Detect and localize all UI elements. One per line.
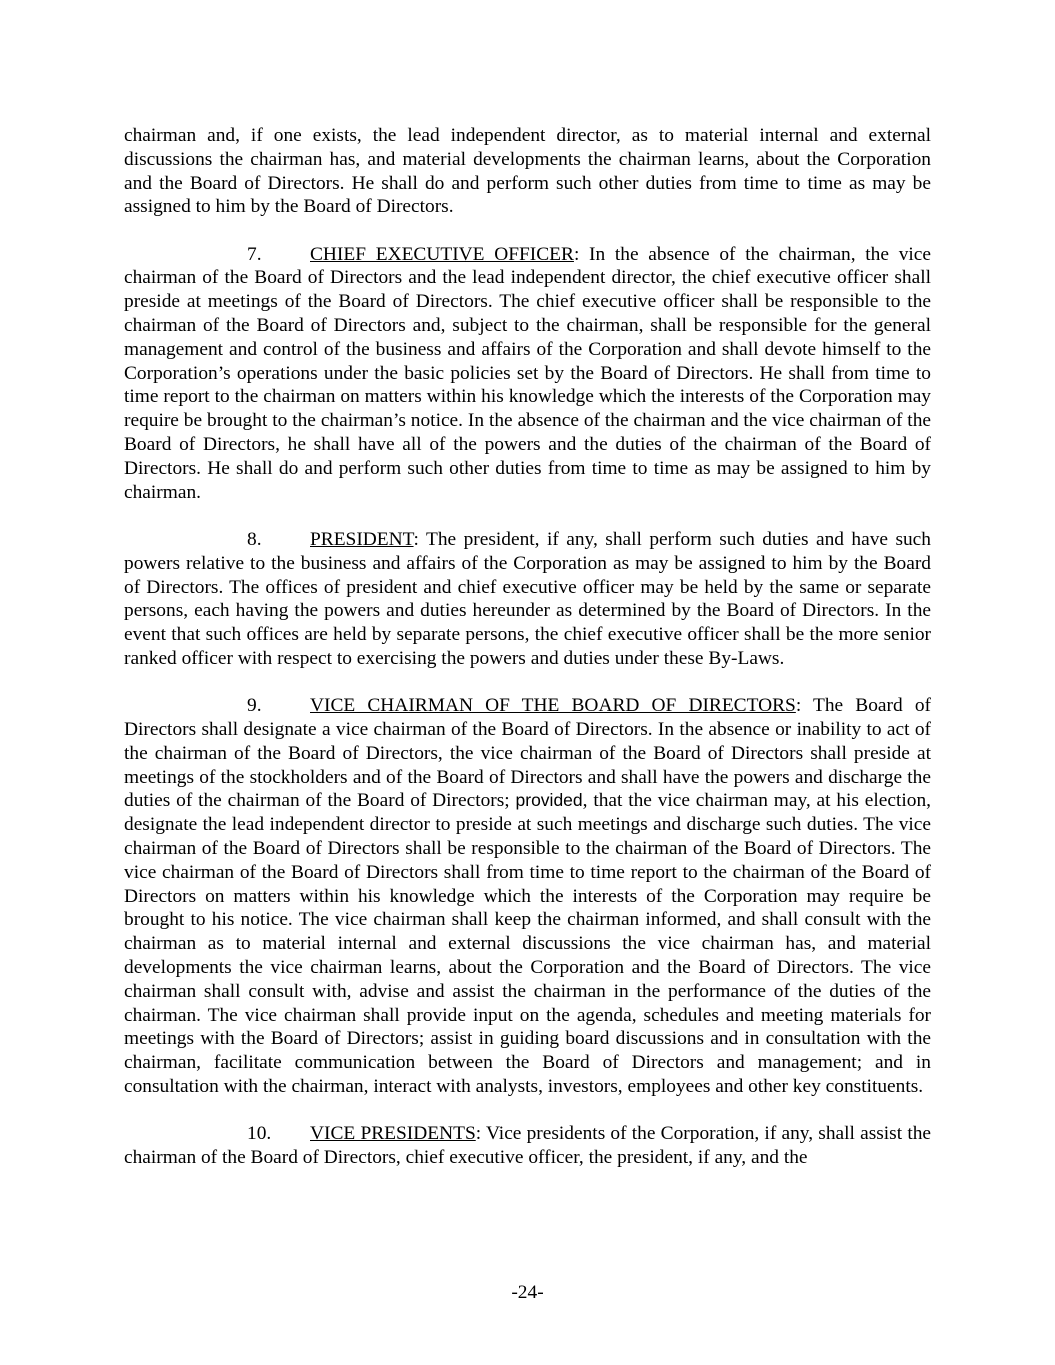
- section-body: : In the absence of the chairman, the vice chairman of the Board of Directors and the lead independent director, the chief executive officer shall preside at meetings of the Board of Directors. The chief executive officer shall be responsible to the chairman of the Board of Directors and, subject to the chairman, shall be responsible for the general management and control of the business and affairs of the Corporation and shall devote himself to the Corporation’s operations under the basic policies set by the Board of Directors. He shall from time to time report to the chairman on matters within his knowledge which the interests of the Corporation may require be brought to the chairman’s notice. In the absence of the chairman and the vice chairman of the Board of Directors, he shall have all of the powers and the duties of the chairman of the Board of Directors. He shall do and perform such other duties from time to time as may be assigned to him by chairman.: [124, 243, 931, 503]
- section-number: 7.: [247, 243, 262, 265]
- section-number: 9.: [247, 695, 262, 717]
- section-heading: VICE PRESIDENTS: [310, 1123, 476, 1145]
- section-body: : The Board of Directors shall designate a vice chairman of the Board of Directors. In the absence or inability to act of the chairman of the Board of Directors, the vice chairman of the Board of Directors shall preside at meetings of the stockholders and of the Board of Directors and shall have the powers and discharge the duties of the chairman of the Board of Directors;: [124, 695, 931, 812]
- continuation-paragraph: chairman and, if one exists, the lead independent director, as to material internal and external discussions the chairman has, and material developments the chairman learns, about the Corporation and the Board of Directors. He shall do and perform such other duties from time to time as may be assigned to him by the Board of Directors.: [124, 125, 931, 218]
- section-10-paragraph: [124, 1122, 931, 1170]
- section-heading: PRESIDENT: [310, 528, 414, 550]
- section-9-paragraph: [124, 694, 931, 1099]
- section-heading: VICE CHAIRMAN OF THE BOARD OF DIRECTORS: [310, 695, 796, 717]
- section-7-paragraph: [124, 243, 931, 505]
- proviso-term: provided: [515, 790, 583, 811]
- section-heading: CHIEF EXECUTIVE OFFICER: [310, 243, 574, 265]
- section-body: : Vice presidents of the Corporation, if any, shall assist the chairman of the Board of Directors, chief executive officer, the president, if any, and the: [124, 1123, 932, 1169]
- section-number: 10.: [247, 1123, 272, 1145]
- page-number: -24-: [511, 1282, 544, 1303]
- document-page: [124, 124, 931, 1193]
- section-body-continued: , that the vice chairman may, at his election, designate the lead independent director to preside at such meetings and discharge such duties. The vice chairman of the Board of Directors shall be responsible to the chairman of the Board of Directors. The vice chairman of the Board of Directors shall from time to time report to the chairman of the Board of Directors on matters within his knowledge which the interests of the Corporation may require be brought to his notice. The vice chairman shall keep the chairman informed, and shall consult with the chairman as to material internal and external discussions the vice chairman has, and material developments the vice chairman learns, about the Corporation and the Board of Directors. The vice chairman shall consult with, advise and assist the chairman in the performance of the duties of the chairman. The vice chairman shall provide input on the agenda, schedules and meeting materials for meetings with the Board of Directors; assist in guiding board discussions and in consultation with the chairman, facilitate communication between the Board of Directors and management; and in consultation with the chairman, interact with analysts, investors, employees and other key constituents.: [124, 790, 931, 1097]
- section-8-paragraph: [124, 528, 931, 671]
- section-body: : The president, if any, shall perform such duties and have such powers relative to the business and affairs of the Corporation as may be assigned to him by the Board of Directors. The offices of president and chief executive officer may be held by the same or separate persons, each having the powers and duties hereunder as determined by the Board of Directors. In the event that such offices are held by separate persons, the chief executive officer shall be the more senior ranked officer with respect to exercising the powers and duties under these By-Laws.: [124, 528, 931, 669]
- section-number: 8.: [247, 528, 262, 550]
